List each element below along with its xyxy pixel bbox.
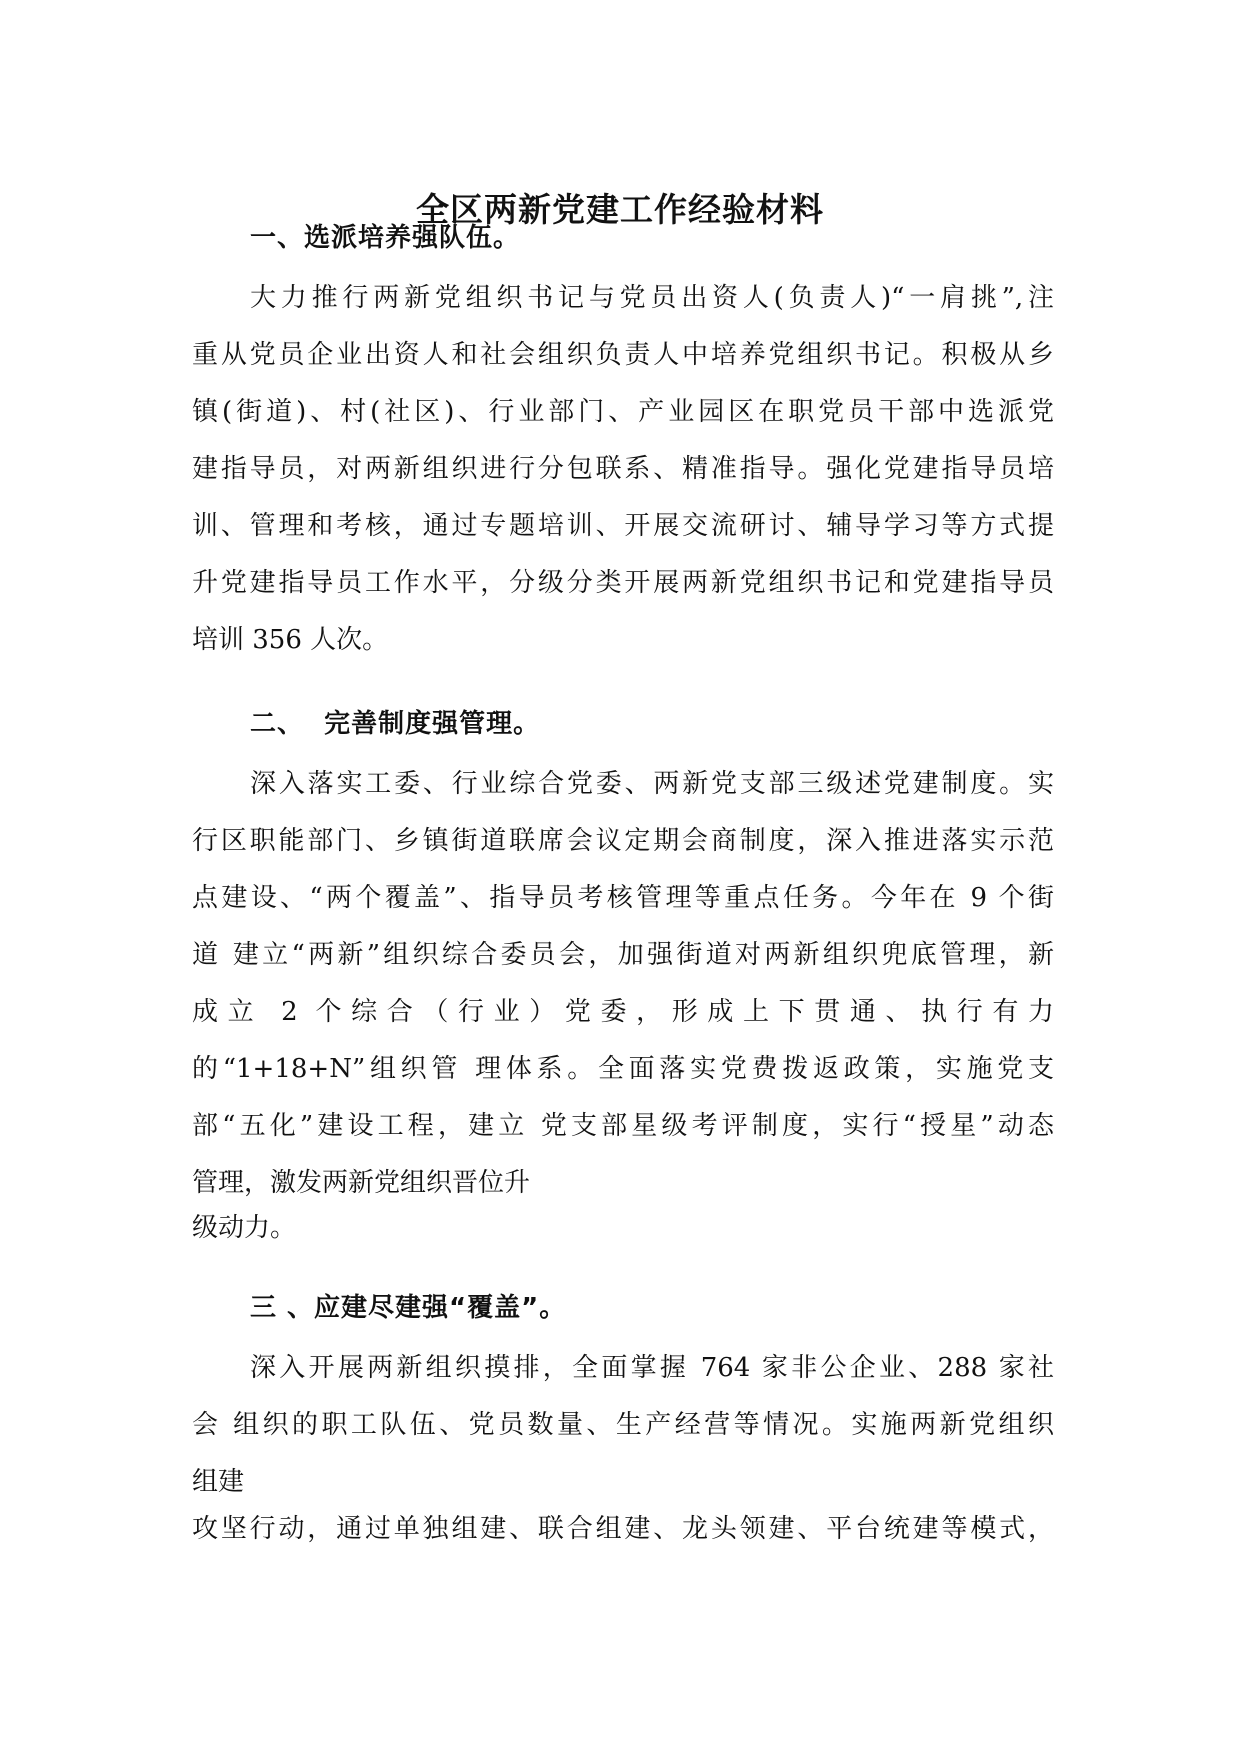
paragraph-line: 组建 xyxy=(192,1467,245,1497)
section-1-heading: 一、选派培养强队伍。 xyxy=(250,223,521,253)
section-2-paragraph xyxy=(192,756,1054,1257)
paragraph-line: 级动力。 xyxy=(192,1213,297,1243)
paragraph-line: 培训 356 人次。 xyxy=(192,625,389,655)
paragraph-line: 道 建立“两新”组织综合委员会，加强街道对两新组织兜底管理，新 xyxy=(192,940,1054,970)
paragraph-line: 攻坚行动，通过单独组建、联合组建、龙头领建、平台统建等模式， xyxy=(192,1514,1054,1544)
paragraph-line: 建指导员，对两新组织进行分包联系、精准指导。强化党建指导员培 xyxy=(192,454,1054,484)
paragraph-line: 点建设、“两个覆盖”、指导员考核管理等重点任务。今年在 9 个街 xyxy=(192,883,1054,913)
section-3-paragraph xyxy=(192,1340,1054,1558)
section-2-heading: 二、 完善制度强管理。 xyxy=(250,709,541,739)
paragraph-line: 的“1+18+N”组织管 理体系。全面落实党费拨返政策，实施党支 xyxy=(192,1054,1054,1084)
paragraph-line: 管理，激发两新党组织晋位升 xyxy=(192,1168,531,1198)
section-1-paragraph xyxy=(192,270,1054,669)
paragraph-line: 深入落实工委、行业综合党委、两新党支部三级述党建制度。实 xyxy=(250,769,1054,799)
paragraph-line: 成立 2 个综合（行业）党委，形成上下贯通、执行有力 xyxy=(192,997,1054,1027)
paragraph-line: 升党建指导员工作水平，分级分类开展两新党组织书记和党建指导员 xyxy=(192,568,1054,598)
paragraph-line: 重从党员企业出资人和社会组织负责人中培养党组织书记。积极从乡 xyxy=(192,340,1054,370)
paragraph-line: 镇(街道)、村(社区)、行业部门、产业园区在职党员干部中选派党 xyxy=(192,397,1054,427)
document-title: 全区两新党建工作经验材料 xyxy=(416,190,824,229)
paragraph-line: 训、管理和考核，通过专题培训、开展交流研讨、辅导学习等方式提 xyxy=(192,511,1054,541)
paragraph-line: 部“五化”建设工程，建立 党支部星级考评制度，实行“授星”动态 xyxy=(192,1111,1054,1141)
paragraph-line: 行区职能部门、乡镇街道联席会议定期会商制度，深入推进落实示范 xyxy=(192,826,1054,856)
paragraph-line: 深入开展两新组织摸排，全面掌握 764 家非公企业、288 家社 xyxy=(250,1353,1054,1383)
paragraph-line: 会 组织的职工队伍、党员数量、生产经营等情况。实施两新党组织 xyxy=(192,1410,1054,1440)
paragraph-line: 大力推行两新党组织书记与党员出资人(负责人)“一肩挑”,注 xyxy=(250,283,1054,313)
section-3-heading: 三 、应建尽建强“覆盖”。 xyxy=(250,1293,567,1323)
